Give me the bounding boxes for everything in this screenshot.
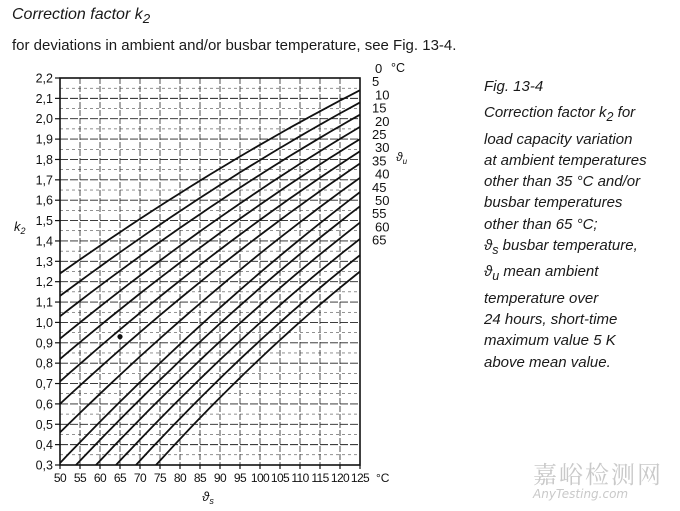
y-tick-label: 2,0	[35, 112, 53, 127]
caption-line: at ambient temperatures	[484, 151, 647, 169]
y-tick-label: 0,5	[35, 417, 53, 432]
x-tick-label: 60	[93, 471, 107, 485]
x-tick-label: 125	[350, 471, 370, 485]
x-unit: °C	[376, 471, 390, 485]
y-axis-label: $k_2$	[14, 218, 26, 236]
curve-label-25: 25	[372, 127, 387, 142]
series-label: $ϑ_u$	[396, 150, 408, 166]
curve-label-15: 15	[372, 100, 387, 116]
marker-point	[117, 334, 122, 339]
caption-line: load capacity variation	[484, 130, 633, 148]
x-tick-label: 95	[233, 471, 247, 485]
y-tick-label: 1,5	[35, 214, 53, 229]
caption-line: Correction factor $k_2$ for	[484, 104, 636, 125]
curve-label-35: 35	[372, 153, 387, 169]
y-tick-label: 0,4	[35, 438, 53, 453]
curve-label-50: 50	[375, 193, 390, 208]
curve-label-10: 10	[375, 87, 390, 103]
curve-35	[60, 178, 360, 433]
curve-label-65: 65	[372, 232, 387, 248]
y-tick-label: 1,2	[35, 275, 53, 290]
x-tick-label: 105	[270, 471, 290, 485]
x-tick-label: 65	[113, 471, 127, 485]
x-tick-label: 120	[330, 471, 350, 485]
caption-line: other than 35 °C and/or	[484, 173, 641, 191]
curve-5	[60, 102, 360, 296]
x-tick-label: 85	[193, 471, 207, 485]
curves	[60, 90, 360, 465]
x-axis-label: $ϑ_s$	[202, 489, 214, 506]
x-tick-label: 70	[133, 471, 147, 485]
y-tick-label: 2,2	[35, 71, 53, 86]
caption-line: busbar temperatures	[484, 194, 623, 212]
curve-label-5: 5	[372, 74, 380, 90]
curve-55	[116, 239, 360, 465]
caption-line: $ϑ_u$ mean ambient	[484, 263, 599, 284]
curve-30	[60, 164, 360, 404]
y-tick-label: 1,7	[35, 173, 53, 188]
y-tick-label: 1,0	[35, 315, 53, 330]
curve-label-55: 55	[372, 206, 387, 222]
labels	[14, 61, 408, 506]
y-tick-label: 0,7	[35, 377, 53, 392]
curve-label-0: 0	[375, 61, 383, 76]
y-tick-label: 0,9	[35, 336, 53, 351]
curve-15	[60, 127, 360, 339]
figure-number: Fig. 13-4	[484, 78, 544, 95]
curve-label-60: 60	[375, 219, 390, 235]
y-tick-label: 1,3	[35, 254, 53, 269]
watermark-en: AnyTesting.com	[533, 487, 629, 501]
curve-25	[60, 151, 360, 381]
curve-label-30: 30	[375, 140, 390, 156]
curve-20	[60, 139, 360, 359]
caption-line: $ϑ_s$ busbar temperature,	[484, 237, 638, 258]
x-tick-label: 80	[173, 471, 187, 485]
caption-line: maximum value 5 K	[484, 332, 616, 350]
y-tick-label: 2,1	[35, 91, 53, 106]
watermark-cn: 嘉峪检测网	[533, 461, 663, 489]
y-tick-label: 1,1	[35, 295, 53, 310]
x-tick-label: 115	[311, 471, 329, 485]
caption-line: 24 hours, short-time	[484, 310, 618, 328]
curve-60	[136, 255, 360, 465]
y-tick-label: 0,6	[35, 397, 53, 412]
curve-label-40: 40	[375, 166, 390, 182]
y-tick-label: 1,9	[35, 132, 53, 147]
x-tick-label: 100	[250, 471, 270, 485]
curve-label-20: 20	[375, 113, 390, 129]
y-tick-label: 1,8	[35, 152, 53, 167]
caption-line: above mean value.	[484, 353, 611, 371]
chart-title: Correction factor $k_2$	[12, 6, 151, 27]
y-tick-label: 1,6	[35, 193, 53, 208]
correction-factor-chart	[0, 60, 475, 511]
caption-line: other than 65 °C;	[484, 215, 598, 233]
curve-10	[60, 115, 360, 317]
figure-caption	[484, 76, 680, 373]
curve-unit: °C	[391, 61, 406, 75]
x-tick-label: 55	[73, 471, 87, 485]
curve-40	[60, 192, 360, 463]
x-tick-label: 75	[153, 471, 167, 485]
y-tick-label: 0,3	[35, 458, 53, 473]
x-tick-label: 90	[213, 471, 227, 485]
x-tick-label: 110	[291, 471, 309, 485]
curve-label-45: 45	[372, 179, 387, 195]
y-tick-label: 0,8	[35, 356, 53, 371]
curve-65	[156, 272, 360, 466]
caption-line: temperature over	[484, 289, 599, 307]
x-tick-label: 50	[53, 471, 67, 485]
chart-subtitle: for deviations in ambient and/or busbar temperature, see Fig. 13-4.	[12, 37, 457, 54]
y-tick-label: 1,4	[35, 234, 53, 249]
